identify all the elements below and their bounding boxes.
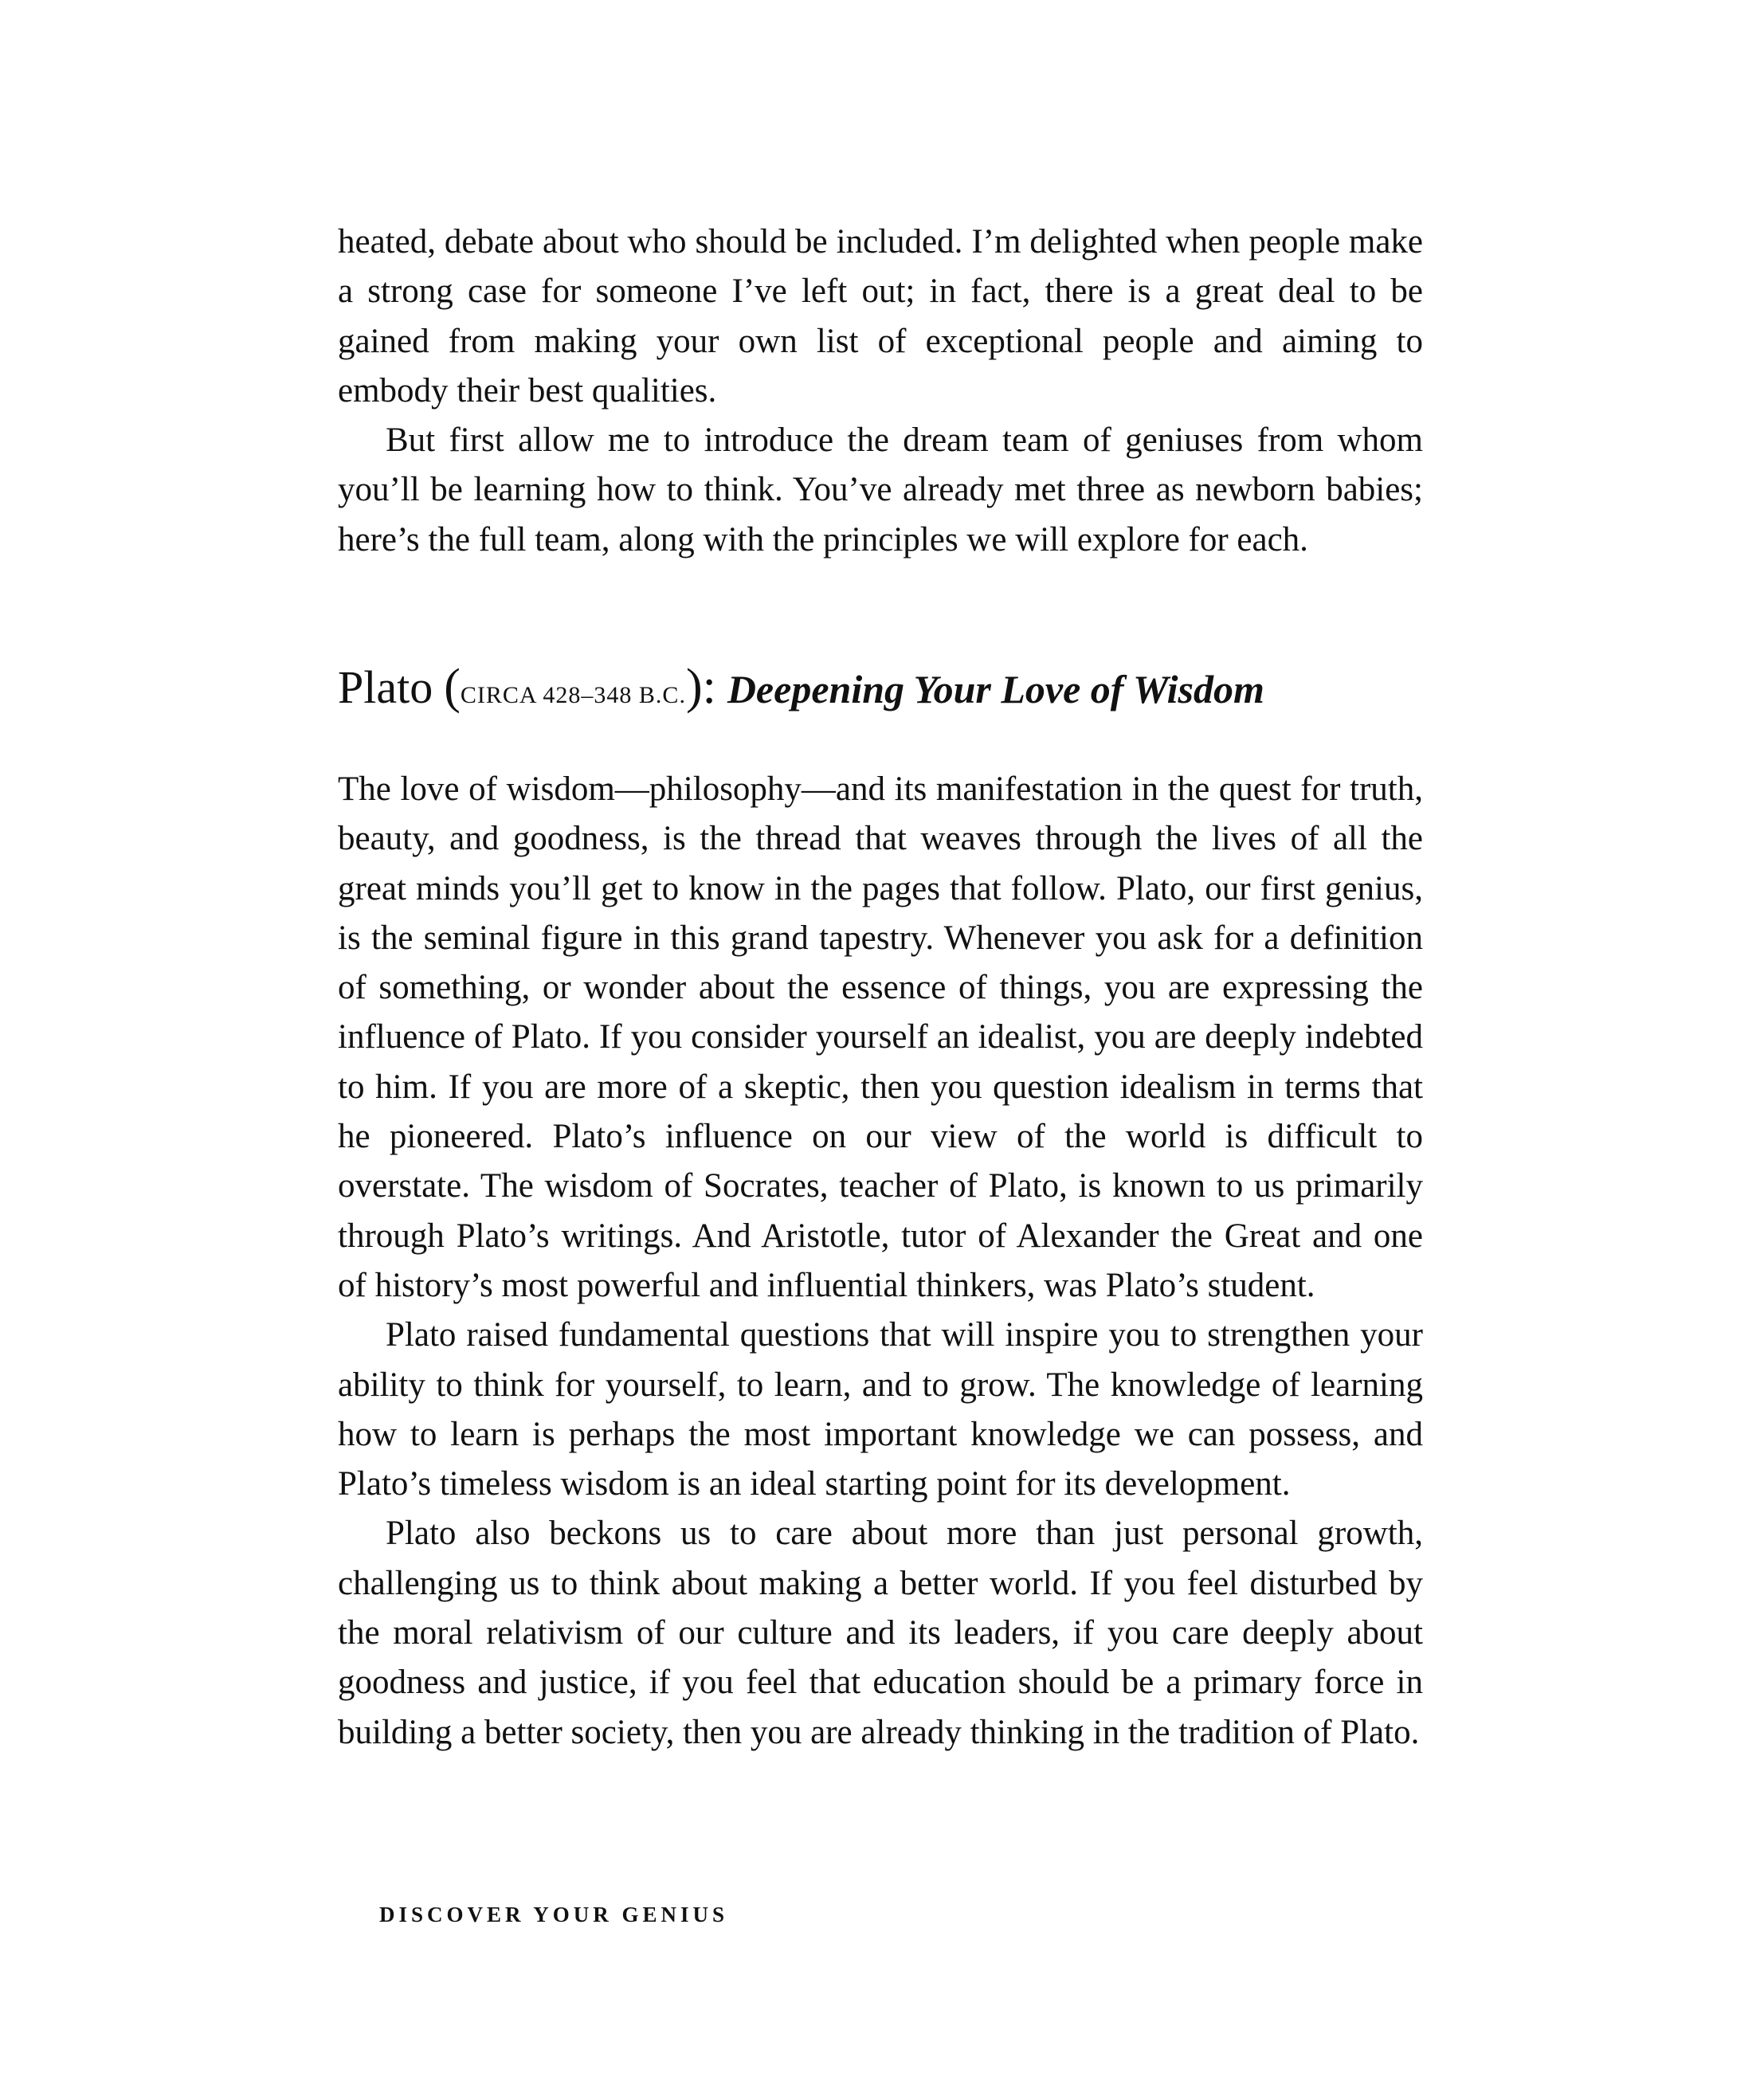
heading-open-paren: ( xyxy=(444,660,461,714)
section-heading xyxy=(338,655,1423,727)
heading-name: Plato xyxy=(338,661,433,713)
running-footer: DISCOVER YOUR GENIUS xyxy=(379,1903,729,1926)
section-paragraph: The love of wisdom—philosophy—and its manifestation in the quest for truth, beauty, and goodness, is the thread that weaves through the lives of all the great minds you’ll get to know in the pages that follow. Plato, our first genius, is the seminal figure in this grand tapestry. Whenever you ask for a definition of something, or wonder about the essence of things, you are expressing the influence of Plato. If you consider yourself an idealist, you are deeply indebted to him. If you are more of a skeptic, then you question idealism in terms that he pioneered. Plato’s influence on our view of the world is difficult to overstate. The wisdom of Socrates, teacher of Plato, is known to us primarily through Plato’s writings. And Aristotle, tutor of Alexander the Great and one of history’s most powerful and influential thinkers, was Plato’s student. xyxy=(338,770,1423,1304)
section-paragraph: Plato also beckons us to care about more than just personal growth, challenging us to think about making a better world. If you feel disturbed by the moral relativism of our culture and its leaders, if you care deeply about goodness and justice, if you feel that education should be a primary force in building a better society, then you are already thinking in the tradition of Plato. xyxy=(338,1515,1423,1751)
section-paragraph: Plato raised fundamental questions that will inspire you to strengthen your ability to think for yourself, to learn, and to grow. The knowledge of learning how to learn is perhaps the most important knowledge we can possess, and Plato’s timeless wisdom is an ideal starting point for its development. xyxy=(338,1316,1423,1503)
heading-close-paren: ): xyxy=(685,660,716,714)
section-text-block xyxy=(338,765,1423,1758)
heading-subtitle: Deepening Your Love of Wisdom xyxy=(727,667,1264,711)
intro-paragraph: heated, debate about who should be included. I’m delighted when people make a strong case for someone I’ve left out; in fact, there is a great deal to be gained from making your own list of exceptional people and aiming to embody their best qualities. xyxy=(338,223,1423,410)
heading-dates: CIRCA 428–348 B.C. xyxy=(460,682,686,708)
intro-paragraph: But first allow me to introduce the dream team of geniuses from whom you’ll be learning how to think. You’ve already met three as newborn babies; here’s the full team, along with the principles we will explore for each. xyxy=(338,421,1423,559)
intro-text-block xyxy=(338,218,1423,565)
